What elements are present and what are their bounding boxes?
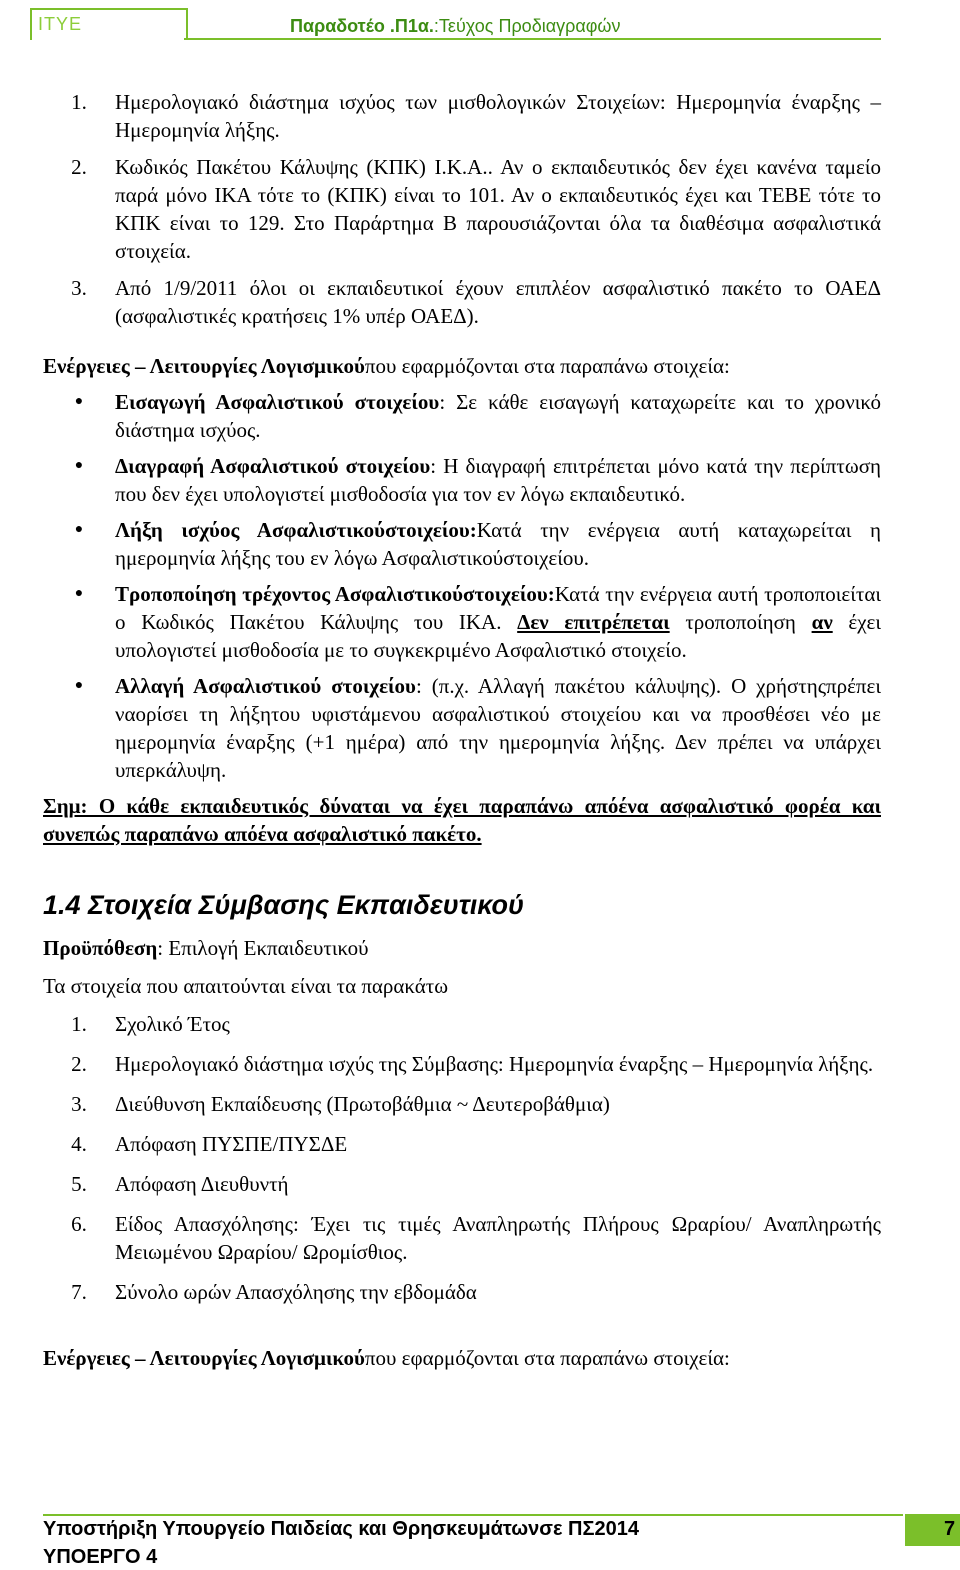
section-title: 1.4 Στοιχεία Σύμβασης Εκπαιδευτικού xyxy=(43,890,524,920)
page-header xyxy=(0,0,960,50)
list-item: 1. Σχολικό Έτος xyxy=(71,1012,230,1036)
header-title-rest: :Τεύχος Προδιαγραφών xyxy=(433,16,621,36)
bullet-item: ● Διαγραφή Ασφαλιστικού στοιχείου: Η διαγραφή επιτρέπεται μόνο κατά την περίπτωση που δεν έχει υπολογιστεί μισθοδοσία για τον εν λόγω εκπαιδευτικό. xyxy=(43,452,881,508)
bullet-item: ● Τροποποίηση τρέχοντος Ασφαλιστικούστοιχείου:Κατά την ενέργεια αυτή τροποποιείται ο Κωδικός Πακέτου Κάλυψης του ΙΚΑ. Δεν επιτρέπεται τροποποίηση αν έχει υπολογιστεί μισθοδοσία με το συγκεκριμένο Ασφαλιστικό στοιχείο. xyxy=(43,580,881,664)
list-item: 5. Απόφαση Διευθυντή xyxy=(71,1172,289,1196)
bullet-icon: ● xyxy=(74,458,84,473)
list-item: 3. Διεύθυνση Εκπαίδευσης (Πρωτοβάθμια ~ Δευτεροβάθμια) xyxy=(71,1092,610,1116)
page-number: 7 xyxy=(944,1518,956,1540)
bullet-item: ● Λήξη ισχύος Ασφαλιστικούστοιχείου:Κατά την ενέργεια αυτή καταχωρείται η ημερομηνία λήξης του εν λόγω Ασφαλιστικούστοιχείου. xyxy=(43,516,881,572)
actions-heading: Ενέργειες – Λειτουργίες Λογισμικούπου εφαρμόζονται στα παραπάνω στοιχεία: xyxy=(43,354,730,378)
bullet-item: ● Εισαγωγή Ασφαλιστικού στοιχείου: Σε κάθε εισαγωγή καταχωρείτε και το χρονικό διάστημα ισχύος. xyxy=(43,388,881,444)
list-item: 2. Ημερολογιακό διάστημα ισχύς της Σύμβασης: Ημερομηνία έναρξης – Ημερομηνία λήξης. xyxy=(71,1052,874,1076)
list-item: 6. Είδος Απασχόλησης: Έχει τις τιμές Αναπληρωτής Πλήρους Ωραρίου/ Αναπληρωτής Μειωμένου Ωραρίου/ Ωρομίσθιος. xyxy=(71,1212,881,1264)
header-title-bold: Παραδοτέο .Π1α. xyxy=(290,16,434,36)
list-item: 3. Από 1/9/2011 όλοι οι εκπαιδευτικοί έχουν επιπλέον ασφαλιστικό πακέτο το ΟΑΕΔ (ασφαλιστικές κρατήσεις 1% υπέρ ΟΑΕΔ). xyxy=(71,276,881,328)
bullet-icon: ● xyxy=(74,522,84,537)
footer-text: Υποστήριξη Υπουργείο Παιδείας και Θρησκευμάτωνσε ΠΣ2014 xyxy=(43,1518,639,1540)
list-item: 2. Κωδικός Πακέτου Κάλυψης (ΚΠΚ) Ι.Κ.Α.. Αν ο εκπαιδευτικός δεν έχει κανένα ταμείο παρά μόνο ΙΚΑ τότε το (ΚΠΚ) είναι το 101. Αν ο εκπαιδευτικός έχει και ΤΕΒΕ τότε το ΚΠΚ είναι το 129. Στο Παράρτημα Β παρουσιάζονται όλα τα διαθέσιμα ασφαλιστικά στοιχεία. xyxy=(71,155,881,263)
header-title xyxy=(290,16,621,37)
header-logo: ITYE xyxy=(38,14,83,34)
bullet-icon: ● xyxy=(74,394,84,409)
footer-rule xyxy=(43,1514,903,1516)
list-item: 7. Σύνολο ωρών Απασχόλησης την εβδομάδα xyxy=(71,1280,477,1304)
document-body xyxy=(43,88,881,1381)
header-rule xyxy=(184,38,881,40)
prerequisite: Προϋπόθεση: Επιλογή Εκπαιδευτικού xyxy=(43,936,369,960)
page-footer xyxy=(0,1510,960,1570)
section-intro: Τα στοιχεία που απαιτούνται είναι τα παρακάτω xyxy=(43,974,449,998)
footer-text-2: ΥΠΟΕΡΓΟ 4 xyxy=(43,1546,158,1568)
bullet-icon: ● xyxy=(74,586,84,601)
list-item: 1. Ημερολογιακό διάστημα ισχύος των μισθολογικών Στοιχείων: Ημερομηνία έναρξης – Ημερομηνία λήξης. xyxy=(71,90,881,142)
list-item: 4. Απόφαση ΠΥΣΠΕ/ΠΥΣΔΕ xyxy=(71,1132,348,1156)
bullet-icon: ● xyxy=(74,678,84,693)
bullet-item: ● Αλλαγή Ασφαλιστικού στοιχείου: (π.χ. Αλλαγή πακέτου κάλυψης). Ο χρήστηςπρέπει ναορίσει τη λήξητου υφιστάμενου ασφαλιστικού στοιχείου και να προσθέσει νέο με ημερομηνία έναρξης (+1 ημέρα) από την ημερομηνία λήξης. Δεν πρέπει να υπάρχει υπερκάλυψη. xyxy=(43,672,881,784)
note: Σημ: Ο κάθε εκπαιδευτικός δύναται να έχει παραπάνω απόένα ασφαλιστικό φορέα και συνεπώς παραπάνω απόένα ασφαλιστικό πακέτο. xyxy=(43,794,881,846)
actions-heading: Ενέργειες – Λειτουργίες Λογισμικούπου εφαρμόζονται στα παραπάνω στοιχεία: xyxy=(43,1346,730,1370)
